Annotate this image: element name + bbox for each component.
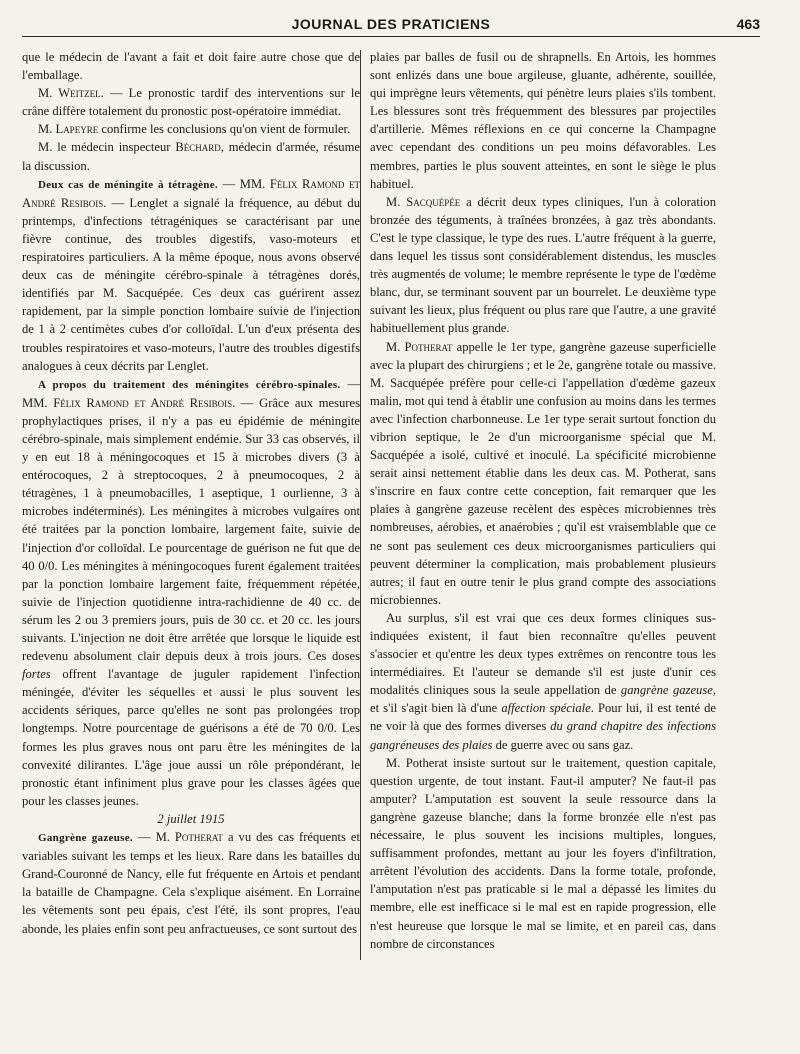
emphasis-text: gangrène gazeuse: [620, 683, 713, 698]
speaker-name: Potherat: [404, 339, 453, 354]
paragraph-prefix: M.: [386, 194, 407, 209]
paragraph-sacquepee: [370, 193, 716, 338]
paragraph-prefix: M.: [386, 339, 405, 354]
speaker-name: Potherat: [174, 830, 223, 845]
paragraph-traitement: [370, 754, 716, 953]
section-tetragene: [22, 175, 360, 375]
paragraph-text: Potherat insiste surtout sur le traitement, question capitale, question urgente, de tout instant. Faut-il amputer? Ne faut-il pas amputer? L'amputation est souvent la seule ressource dans la gangrène gazeuse blanche; dans la forme bronzée elle n'est pas nécessaire, le plus souvent les incisions multiples, longues, suffisamment profondes, mettant au jour les foyers d'infiltration, arrêtent l'évolution des accidents. Dans la forme totale, profonde, l'amputation n'est pas praticable si le mal a dépassé les limites du membre, elle est inefficace si le mal est en rapide progression, elle n'est heureuse que lorsque le mal se limite, et en pareil cas, dans nombre de circonstances: [370, 755, 716, 951]
right-column: [370, 48, 716, 953]
emphasis-text: fortes: [22, 667, 51, 682]
authors-prefix: — MM.: [217, 176, 270, 191]
section-text: . — Lenglet a signalé la fréquence, au début du printemps, d'infections tétragéniques se caractérisant par une fièvre continue, des troubles digestifs, vaso-moteurs et respiratoires particuliers. A la même époque, nous avons observé deux cas de méningite cérébro-spinale à tétragènes dorés, identifiés par M. Sacquépée. Ces deux cas guérirent assez rapidement, par la simple ponction lombaire suivie de l'injection de 1 à 2 centimètes cubes d'or colloïdal. L'un d'eux présenta des troubles respiratoires et vaso-moteurs, l'autre des troubles digestifs analogues à ceux décrits par Lenglet.: [22, 195, 360, 373]
section-text: a vu des cas fréquents et variables suivant les temps et les lieux. Rare dans les batailles du Grand-Couronné de Nancy, elle fut fréquente en Artois et pendant la bataille de Champagne. Cela s'explique aisément. En Lorraine les vêtements sont peu épais, c'est l'été, ils sont propres, l'eau abonde, les plaies enfin sont peu anfractueuses, ce sont surtout des: [22, 830, 360, 936]
page-number: 463: [736, 16, 760, 32]
paragraph-continuation: que le médecin de l'avant a fait et doit faire autre chose que de l'emballage.: [22, 50, 360, 83]
speaker-name: M. Lapeyre: [38, 122, 99, 137]
paragraph-surplus: [370, 609, 716, 754]
section-heading: Deux cas de méningite à tétragène.: [38, 178, 218, 191]
paragraph-lapeyre: [22, 120, 360, 138]
paragraph-text: confirme les conclusions qu'on vient de formuler.: [98, 122, 351, 137]
paragraph-text: a décrit deux types cliniques, l'un à coloration bronzée des téguments, à traînées bronzées, à gaz très abondants. C'est le type classique, le type des rues. L'autre fréquent à la guerre, dans lequel les tissus sont considérablement distendus, les muscles très augmentés de volume; le membre représente le type de l'œdème blanc, dur, se terminant souvent par un bourrelet. Le deuxième type suivant les lieux, plus fréquent ou plus rare que l'autre, a une gravité habituellement plus grande.: [370, 194, 716, 336]
paragraph-text: , médecin d'armée, résume la discussion.: [22, 140, 360, 173]
left-column: [22, 48, 360, 938]
paragraph-text: Au surplus, s'il est vrai que ces deux formes cliniques sus-indiquées existent, il faut bien reconnaître qu'elles peuvent s'associer et qu'entre les deux types extrêmes on rencontre tous les intermédiaires. Et l'auteur se demande s'il est juste d'unir ces modalités cliniques sous la seule appellation de: [370, 610, 716, 698]
paragraph-prefix: M.: [386, 755, 406, 770]
running-header: [22, 10, 760, 37]
journal-title: JOURNAL DES PRATICIENS: [291, 16, 491, 32]
paragraph-text: , et s'il s'agit bien là d'une: [370, 683, 716, 716]
paragraph-weitzel: [22, 84, 360, 120]
section-authors: Félix Ramond et André Resibois: [53, 395, 233, 410]
column-divider: [360, 50, 361, 960]
section-text: . — Grâce aux mesures prophylactiques prises, il n'y a pas eu épidémie de méningite cérébro-spinale, mais simplement endémie. Sur 33 cas observés, il y en eut 18 à méningocoques et 15 à microbes divers (3 à entérocoques, 2 à streptocoques, 2 à pneumocoques, 2 à tétragènes, 1 à pneumobacilles, 1 aseptique, 1 ourlienne, 3 à microbes indéterminés). Les méningites à microbes vulgaires ont été traitées par la ponction lombaire, largement faite, suivie de l'injection d'or colloïdal. Le pourcentage de guérison ne fut que de 40 0/0. Les méningites à méningocoques furent également traitées par la ponction lombaire largement faite, fréquemment répétée, suivie de l'injection quotidienne intra-rachidienne de 40 cc. de sérum les 2 ou 3 premiers jours, puis de 30 cc. et 20 cc. les jours suivants. L'injection ne doit être arrêtée que lorsque le liquide est redevenu absolument clair depuis deux à trois jours. Ces doses: [22, 395, 360, 664]
section-authors: Félix Ramond et André Resibois: [22, 176, 360, 210]
authors-prefix: — MM.: [22, 376, 360, 410]
section-meningites: [22, 375, 360, 810]
speaker-name: Béchard: [175, 140, 221, 155]
paragraph-continuation: plaies par balles de fusil ou de shrapnells. En Artois, les hommes sont enlizés dans une boue argileuse, gluante, adhérente, souillée, qui imprègne leurs vêtements, qui pénètre leurs plaies s'ils tombent. Les blessures sont très fréquemment des blessures par projectiles d'artillerie. Mêmes réflexions en ce qui concerne la Champagne avec cependant des conditions un peu moins défavorables. Les membres, parties le plus souvent atteintes, en sont le siège le plus habituel.: [370, 50, 716, 191]
section-gangrene: [22, 828, 360, 938]
paragraph-text: — Le pronostic tardif des interventions sur le crâne diffère totalement du pronostic post-opératoire immédiat.: [22, 86, 360, 119]
paragraph-prefix: M. le médecin inspecteur: [38, 140, 176, 155]
section-text: offrent l'avantage de juguler rapidement l'infection méningée, d'éviter les séquelles et aussi le plus souvent les accidents sériques, parce qu'elles ne sont pas prolongées trop longtemps. Notre pourcentage de guérisons a été de 70 0/0. Les formes les plus graves nous ont paru être les méningites de la convexité dilirantes. L'âge joue aussi un rôle prépondérant, le pronostic étant infiniment plus grave pour les classes âgées que pour les classes jeunes.: [22, 667, 360, 808]
paragraph-bechard: [22, 138, 360, 174]
section-heading: Gangrène gazeuse.: [38, 832, 133, 845]
paragraph-text: appelle le 1er type, gangrène gazeuse superficielle avec la plupart des chirurgiens ; et le 2e, gangrène totale ou massive. M. Sacquépée préfère pour celle-ci l'appellation d'œdème gazeux malin, mot qui tend à établir une confusion au moins dans les termes avec l'infection charbonneuse. Le 1er type serait surtout fonction du vibrion septique, le 2e d'un microorganisme spécial que M. Sacquépée a isolé, cultivé et inoculé. La spécificité microbienne serait ainsi nettement établie dans les deux cas. M. Potherat, sans s'inscrire en faux contre cette conception, fait remarquer que les plaies à gangrène gazeuse recèlent des espèces microbiennes très nombreuses, aérobies, et anaérobies ; qu'il est vraisemblable que ce ne sont pas seulement ces deux microorganismes particuliers qui peuvent déterminer la complication, mais probablement plusieurs autres; il faut en outre tenir le plus grand compte des associations microbiennes.: [370, 339, 716, 607]
speaker-name: M. Weitzel.: [38, 86, 104, 101]
speaker-name: Sacquépée: [406, 194, 461, 209]
paragraph-potherat-types: [370, 338, 716, 609]
paragraph-text: de guerre avec ou sans gaz.: [492, 737, 634, 752]
paragraph-text: . Pour lui, il est tenté de ne voir là que des formes diverses: [370, 701, 716, 734]
section-heading: A propos du traitement des méningites cérébro-spinales.: [38, 378, 341, 391]
emphasis-text: du grand chapitre des infections gangréneuses des plaies: [370, 719, 716, 752]
paragraph-prefix: — M.: [132, 830, 175, 845]
session-date: 2 juillet 1915: [157, 811, 225, 826]
emphasis-text: affection spéciale: [501, 701, 591, 716]
